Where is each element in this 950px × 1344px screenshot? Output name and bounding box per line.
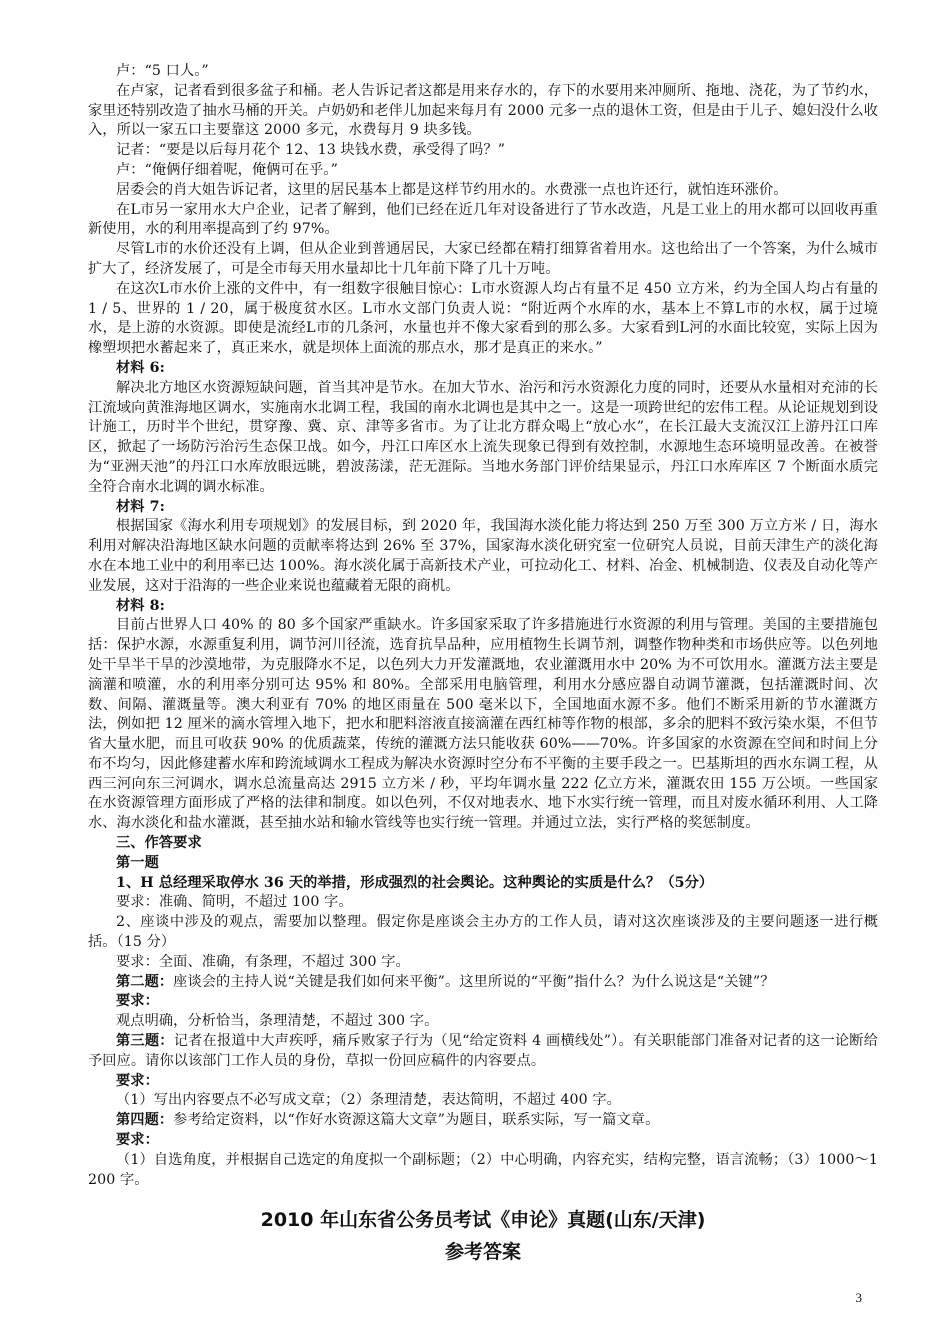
section-heading: 1、H 总经理采取停水 36 天的举措，形成强烈的社会舆论。这种舆论的实质是什么？（5分） [116, 874, 714, 891]
body-paragraph: 目前占世界人口 40% 的 80 多个国家严重缺水。许多国家采取了许多措施进行水资源的利用与管理。美国的主要措施包括：保护水源，水源重复利用，调节河川径流，选育抗旱品种，应用植物生长调节剂，调整作物种类和市场供应等。以色列地处干旱半干旱的沙漠地带，为克服降水不足，以色列大力开发灌溉地，农业灌溉用水中 20% 为不可饮用水。灌溉方法主要是滴灌和喷灌，水的利用率分别可达 95% 和 80%。全部采用电脑管理，利用水分感应器自动调节灌溉，包括灌溉时间、次数、间隔、灌溉量等。澳大利亚有 70% 的地区雨量在 500 毫米以下，全国地面水源不多。他们不断采用新的节水灌溉方法，例如把 12 厘米的滴水管埋入地下，把水和肥料溶液直接滴灌在西红柿等作物的根部，多余的肥料不致污染水渠，不但节省大量水肥，而且可收获 90% 的优质蔬菜，传统的灌溉方法只能收获 60%——70%。许多国家的水资源在空间和时间上分布不均匀，因此修建蓄水库和跨流域调水工程成为解决水资源时空分布不平衡的主要手段之一。巴基斯坦的西水东调工程，从西三河向东三河调水，调水总流量高达 2915 立方米 / 秒，平均年调水量 222 亿立方米，灌溉农田 155 万公顷。一些国家在水资源管理方面形成了严格的法律和制度。如以色列，不仅对地表水、地下水实行统一管理，而且对废水循环利用、人工降水、海水淡化和盐水灌溉，甚至抽水站和输水管线等也实行统一管理。并通过立法，实行严格的奖惩制度。 [88, 617, 878, 832]
body-paragraph: （1）写出内容要点不必写成文章；（2）条理清楚，表达简明，不超过 400 字。 [116, 1092, 621, 1109]
body-paragraph: 根据国家《海水利用专项规划》的发展目标，到 2020 年，我国海水淡化能力将达到 250 万至 300 万立方米 / 日，海水利用对解决沿海地区缺水问题的贡献率将达到 26% 至 37%，国家海水淡化研究室一位研究人员说，目前天津生产的淡化海水在本地工业中的利用率已达 100%。海水淡化属于高新技术产业，可拉动化工、材料、冶金、机械制造、仪表及自动化等产业发展，这对于沿海的一些企业来说也蕴藏着无限的商机。 [88, 518, 878, 594]
body-paragraph: 解决北方地区水资源短缺问题，首当其冲是节水。在加大节水、治污和污水资源化力度的同时，还要从水量相对充沛的长江流域向黄淮海地区调水，实施南水北调工程，我国的南水北调也是其中之一。这是一项跨世纪的宏伟工程。从论证规划到设计施工，历时半个世纪，贯穿豫、冀、京、津等多省市。为了让北方群众喝上“放心水”，在长江最大支流汉江上游丹江口库区，掀起了一场防污治污生态保卫战。如今，丹江口库区水上流失现象已得到有效控制，水源地生态环境明显改善。在被誉为“亚洲天池”的丹江口水库放眼远眺，碧波荡漾，茫无涯际。当地水务部门评价结果显示，丹江口水库库区 7 个断面水质完全符合南水北调的调水标准。 [88, 379, 878, 495]
question-paragraph [88, 1111, 878, 1131]
question-label: 第二题： [116, 973, 174, 990]
section-heading: 材料 8: [116, 597, 165, 614]
answer-subtitle: 参考答案 [444, 1241, 521, 1264]
body-paragraph: 在卢家，记者看到很多盆子和桶。老人告诉记者这都是用来存水的，存下的水要用来冲厕所、拖地、浇花，为了节约水，家里还特别改造了抽水马桶的开关。卢奶奶和老伴儿加起来每月有 2000 元多一点的退休工资，但是由于儿子、媳妇没什么收入，所以一家五口主要靠这 2000 多元，水费每月 9 块多钱。 [88, 82, 878, 139]
page-number: 3 [855, 1290, 862, 1305]
body-paragraph: 卢：“5 口人。” [116, 63, 209, 79]
body-paragraph: 要求：准确、简明，不超过 100 字。 [116, 894, 353, 911]
section-heading: 材料 7: [116, 498, 165, 515]
section-heading: 三、作答要求 [116, 835, 202, 852]
question-text: 座谈会的主持人说“关键是我们如何来平衡”。这里所说的“平衡”指什么？为什么说这是“关键”？ [173, 973, 775, 990]
section-heading: 要求： [116, 1132, 159, 1149]
question-paragraph [88, 1032, 878, 1072]
question-label: 第三题： [116, 1033, 174, 1050]
question-text: 参考给定资料，以“作好水资源这篇大文章”为题目，联系实际，写一篇文章。 [173, 1112, 660, 1129]
body-paragraph: 居委会的肖大姐告诉记者，这里的居民基本上都是这样节约用水的。水费涨一点也许还行，就怕连环涨价。 [116, 181, 788, 198]
body-paragraph: 卢：“俺俩仔细着呢，俺俩可在乎。” [116, 161, 338, 178]
question-text: 记者在报道中大声疾呼，痛斥败家子行为（见“给定资料 4 画横线处”）。有关职能部门准备对记者的这一论断给予回应。请你以该部门工作人员的身份，草拟一份回应稿件的内容要点。 [88, 1033, 878, 1069]
section-heading: 第一题 [116, 854, 159, 871]
body-paragraph: （1）自选角度，并根据自己选定的角度拟一个副标题；（2）中心明确，内容充实，结构完整，语言流畅；（3）1000～1200 字。 [88, 1151, 878, 1188]
document-body [88, 62, 878, 1268]
section-heading: 要求： [116, 993, 159, 1010]
body-paragraph: 在L市另一家用水大户企业，记者了解到，他们已经在近几年对设备进行了节水改造，凡是工业上的用水都可以回收再重新使用，水的利用率提高到了约 97%。 [88, 201, 878, 238]
body-paragraph: 观点明确，分析恰当，条理清楚，不超过 300 字。 [116, 1013, 439, 1030]
exam-title: 2010 年山东省公务员考试《申论》真题(山东/天津) [260, 1209, 706, 1232]
question-paragraph [88, 973, 878, 993]
body-paragraph: 记者：“要是以后每月花个 12、13 块钱水费，承受得了吗？” [116, 142, 506, 159]
question-label: 第四题： [116, 1112, 174, 1129]
body-paragraph: 尽管L市的水价还没有上调，但从企业到普通居民，大家已经都在精打细算省着用水。这也给出了一个答案，为什么城市扩大了，经济发展了，可是全市每天用水量却比十几年前下降了几十万吨。 [88, 241, 878, 277]
body-paragraph: 2、座谈中涉及的观点，需要加以整理。假定你是座谈会主办方的工作人员，请对这次座谈涉及的主要问题逐一进行概括。（15 分） [88, 914, 878, 951]
body-paragraph: 在这次L市水价上涨的文件中，有一组数字很触目惊心：L市水资源人均占有量不足 450 立方米，约为全国人均占有量的 1 / 5、世界的 1 / 20，属于极度贫水区。L市水文部门负责人说：“附近两个水库的水，基本上不算L市的水权，属于过境水，是上游的水资源。即使是流经L市的几条河，水量也并不像大家看到的那么多。大家看到L河的水面比较宽，实际上因为橡塑坝把水蓄起来了，真正来水，就是坝体上面流的那点水，那才是真正的来水。” [88, 280, 878, 357]
body-paragraph: 要求：全面、准确，有条理，不超过 300 字。 [116, 953, 410, 970]
section-heading: 要求： [116, 1072, 159, 1089]
answer-title-block [88, 1204, 878, 1268]
content-flow [88, 62, 878, 1190]
section-heading: 材料 6: [116, 359, 165, 376]
